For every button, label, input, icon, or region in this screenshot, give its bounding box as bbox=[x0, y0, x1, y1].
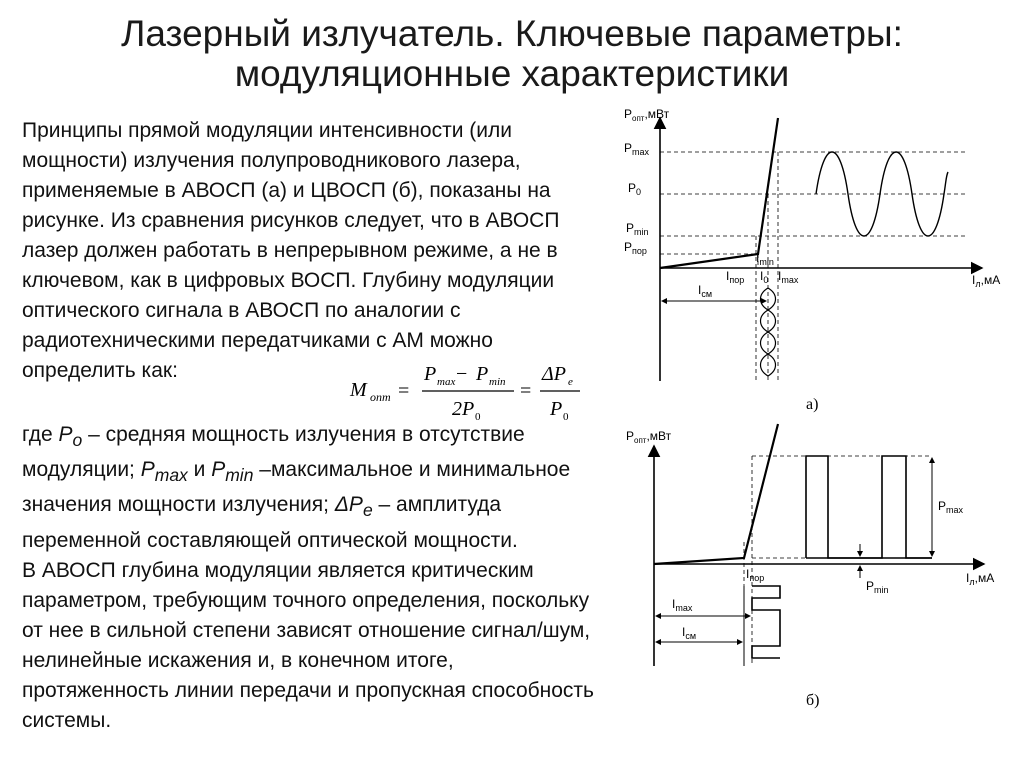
fig-a-ppor-label: $P_{пор}$ bbox=[624, 240, 647, 256]
formula-num1-sub-b: min bbox=[489, 376, 506, 388]
figure-a-analog-modulation bbox=[610, 98, 1022, 420]
formula-den1-sub: 0 bbox=[475, 411, 481, 423]
fig-a-imax-label: $I_{max}$ bbox=[778, 269, 799, 285]
formula-num1-sub-a: max bbox=[437, 376, 456, 388]
formula-minus: − bbox=[456, 363, 468, 385]
formula-den1: 2P bbox=[452, 398, 475, 420]
modulation-depth-formula bbox=[348, 356, 588, 426]
fig-b-light-current-curve bbox=[654, 424, 778, 564]
title-line-1: Лазерный излучатель. Ключевые параметры: bbox=[121, 13, 903, 54]
fig-a-light-current-curve bbox=[660, 118, 778, 268]
paragraph-principles: Принципы прямой модуляции интенсивности (или мощности) излучения полупроводникового лазера, применяемые в АВОСП (а) и ЦВОСП (б), показаны на рисунке. Из сравнения рисунков следует, что в АВОСП лазер должен работать в непрерывном режиме, а не в ключевом, как в цифровых ВОСП. Глубину модуляции оптического сигнала в АВОСП по аналогии с радиотехническими передатчиками с АМ можно определить как: bbox=[22, 119, 560, 382]
fig-b-imax-label: $I_{max}$ bbox=[672, 597, 693, 613]
formula-lhs: M bbox=[350, 379, 367, 401]
figure-b-digital-modulation bbox=[610, 420, 1022, 670]
fig-b-icm-label: $I_{см}$ bbox=[682, 625, 697, 641]
fig-b-caption: б) bbox=[806, 692, 820, 709]
formula-num2-sub: e bbox=[568, 376, 573, 388]
fig-b-input-current-pulses bbox=[752, 586, 780, 658]
fig-a-icm-label: $I_{см}$ bbox=[698, 283, 713, 299]
formula-num2: ΔP bbox=[542, 363, 566, 385]
formula-num1-a: P bbox=[424, 363, 437, 385]
fig-b-x-axis-label: $I_л,мА$ bbox=[966, 571, 995, 587]
fig-a-y-axis-label: $P_{опт},мВт$ bbox=[624, 107, 670, 123]
fig-a-imin-label: $I_{min}$ bbox=[756, 251, 774, 267]
paragraph-conclusion: В АВОСП глубина модуляции является критическим параметром, требующим точного определения, поскольку от нее в сильной степени зависят отношение сигнал/шум, нелинейные искажения и, в конечном итоге, протяженность линии передачи и пропускная способность системы. bbox=[22, 558, 594, 732]
fig-a-ipor-label: $I_{пор}$ bbox=[726, 269, 745, 285]
fig-a-caption: а) bbox=[806, 396, 819, 413]
fig-a-pmin-label: $P_{min}$ bbox=[626, 221, 649, 237]
fig-a-x-axis-label: $I_л,мА$ bbox=[972, 273, 1001, 289]
fig-a-p0-label: $P_0$ bbox=[628, 181, 642, 197]
fig-b-pmax-label: $P_{max}$ bbox=[938, 499, 964, 515]
formula-lhs-sub: опт bbox=[370, 390, 391, 404]
fig-a-pmax-label: $P_{max}$ bbox=[624, 141, 650, 157]
formula-den2-sub: 0 bbox=[563, 411, 569, 423]
formula-equals: = bbox=[398, 380, 410, 402]
formula-equals-2: = bbox=[520, 380, 532, 402]
fig-b-y-axis-label: $P_{опт},мВт$ bbox=[626, 429, 672, 445]
fig-b-pmin-label: $P_{min}$ bbox=[866, 579, 889, 595]
formula-num1-b: P bbox=[476, 363, 489, 385]
fig-a-i0-label: $I_0$ bbox=[760, 269, 769, 285]
paragraph-definitions: где $P_o$ – средняя мощность излучения в отсутствие модуляции; $P_{max}$ и $P_{min}$ –максимальное и минимальное значения мощности излучения; $\Delta P_e$ – амплитуда переменной составляющей оптической мощности. bbox=[22, 423, 571, 552]
fig-b-ipor-label: $I_{пор}$ bbox=[746, 567, 765, 583]
slide-title bbox=[0, 14, 1024, 94]
fig-b-output-pulses bbox=[806, 456, 932, 558]
title-line-2: модуляционные характеристики bbox=[234, 53, 790, 94]
formula-den2: P bbox=[550, 398, 563, 420]
